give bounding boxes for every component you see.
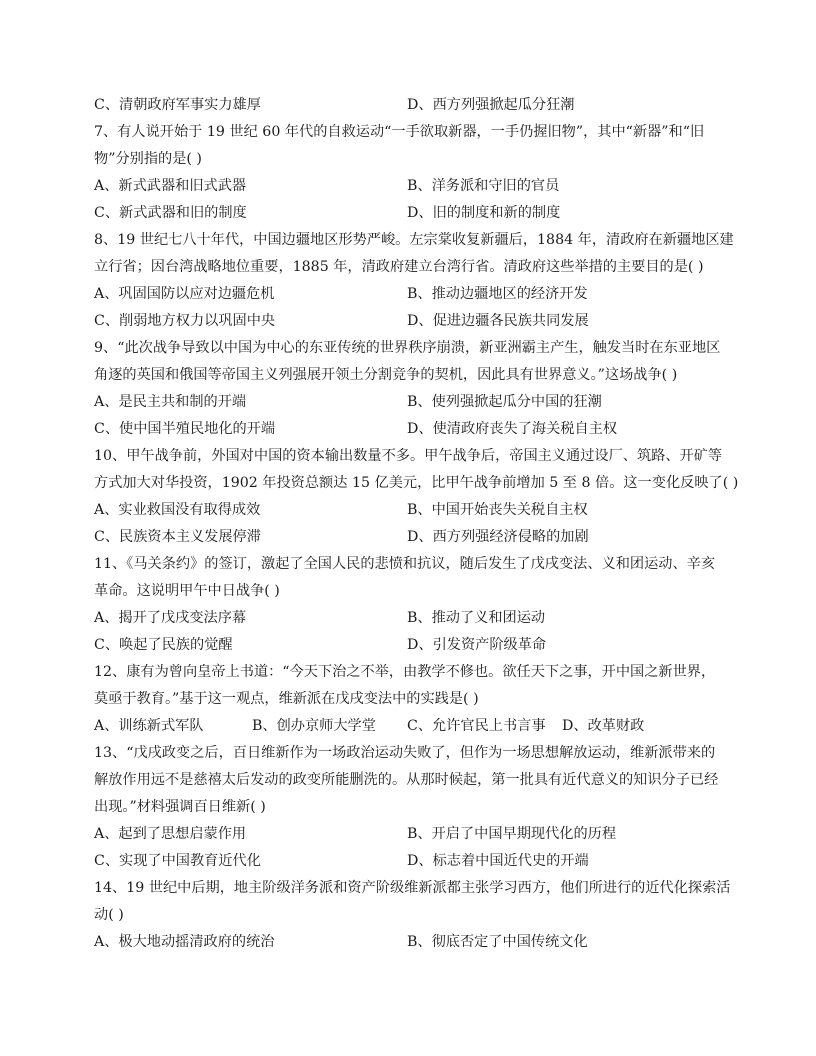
q11-stem-line-1: 11、《马关条约》的签订，激起了全国人民的悲愤和抗议，随后发生了戊戌变法、义和团运动、辛亥 [94,556,716,572]
q12-option-a[interactable]: A、训练新式军队 [94,718,204,734]
q14-options-ab [94,929,722,956]
q7-option-b[interactable]: B、洋务派和守旧的官员 [407,178,560,194]
q9-option-a[interactable]: A、是民主共和制的开端 [94,394,247,410]
q13-stem-line-1: 13、“戊戌政变之后，百日维新作为一场政治运动失败了，但作为一场思想解放运动，维新派带来的 [94,745,716,761]
q9-stem-line-2: 角逐的英国和俄国等帝国主义列强展开领土分割竞争的契机，因此具有世界意义。”这场战争( ) [94,367,678,383]
q12-stem-line-2: 莫亟于教育。”基于这一观点，维新派在戊戌变法中的实践是( ) [94,691,479,707]
q11-option-d[interactable]: D、引发资产阶级革命 [407,637,547,653]
q7-option-d[interactable]: D、旧的制度和新的制度 [407,205,561,221]
q12-option-d[interactable]: D、改革财政 [562,718,645,734]
q10-option-c[interactable]: C、民族资本主义发展停滞 [94,529,261,545]
q12-options [94,713,722,740]
q8-option-c[interactable]: C、削弱地方权力以巩固中央 [94,313,276,329]
q10-option-b[interactable]: B、中国开始丧失关税自主权 [407,502,588,518]
q14-option-a[interactable]: A、极大地动摇清政府的统治 [94,934,275,950]
q13-option-d[interactable]: D、标志着中国近代史的开端 [407,853,589,869]
q8-option-a[interactable]: A、巩固国防以应对边疆危机 [94,286,275,302]
q12-option-b[interactable]: B、创办京师大学堂 [252,718,376,734]
q8-options-ab [94,281,722,308]
q13-stem-line-3: 出现。”材料强调百日维新( ) [94,799,266,815]
q10-options-ab [94,497,722,524]
q11-option-b[interactable]: B、推动了义和团运动 [407,610,546,626]
q13-option-a[interactable]: A、起到了思想启蒙作用 [94,826,247,842]
q13-stem-line-2: 解放作用远不是慈禧太后发动的政变所能删洗的。从那时候起，第一批具有近代意义的知识分子已经 [94,772,719,788]
q10-stem-line-2: 方式加大对华投资，1902 年投资总额达 15 亿美元，比甲午战争前增加 5 至 8 倍。这一变化反映了( ) [94,475,739,491]
q10-options-cd [94,524,722,551]
q10-option-a[interactable]: A、实业救国没有取得成效 [94,502,261,518]
q14-stem-line-1: 14、19 世纪中后期，地主阶级洋务派和资产阶级维新派都主张学习西方，他们所进行的近代化探索活 [94,880,731,896]
q9-options-ab [94,389,722,416]
q9-option-b[interactable]: B、使列强掀起瓜分中国的狂潮 [407,394,602,410]
q9-options-cd [94,416,722,443]
q13-option-b[interactable]: B、开启了中国早期现代化的历程 [407,826,617,842]
q6-option-d[interactable]: D、西方列强掀起瓜分狂潮 [407,97,575,113]
q10-stem-line-1: 10、甲午战争前，外国对中国的资本输出数量不多。甲午战争后，帝国主义通过设厂、筑路、开矿等 [94,448,723,464]
q10-option-d[interactable]: D、西方列强经济侵略的加剧 [407,529,589,545]
q12-stem-line-1: 12、康有为曾向皇帝上书道：“今天下治之不举，由教学不修也。欲任天下之事，开中国之新世界， [94,664,716,680]
q9-option-d[interactable]: D、使清政府丧失了海关税自主权 [407,421,618,437]
q9-option-c[interactable]: C、使中国半殖民地化的开端 [94,421,276,437]
q6-option-c[interactable]: C、清朝政府军事实力雄厚 [94,97,261,113]
q8-stem-line-2: 立行省；因台湾战略地位重要，1885 年，清政府建立台湾行省。清政府这些举措的主要目的是( ) [94,259,704,275]
q14-stem-line-2: 动( ) [94,907,124,923]
q12-option-c[interactable]: C、允许官民上书言事 [407,718,546,734]
q7-stem-line-1: 7、有人说开始于 19 世纪 60 年代的自救运动“一手欲取新器，一手仍握旧物”，其中“新器”和“旧 [94,124,705,140]
q7-stem-line-2: 物”分别指的是( ) [94,151,202,167]
q7-option-c[interactable]: C、新式武器和旧的制度 [94,205,247,221]
q8-option-d[interactable]: D、促进边疆各民族共同发展 [407,313,589,329]
q7-option-a[interactable]: A、新式武器和旧式武器 [94,178,247,194]
q7-options-ab [94,173,722,200]
q11-options-ab [94,605,722,632]
q11-stem-line-2: 革命。这说明甲午中日战争( ) [94,583,280,599]
q13-option-c[interactable]: C、实现了中国教育近代化 [94,853,261,869]
q9-stem-line-1: 9、“此次战争导致以中国为中心的东亚传统的世界秩序崩溃，新亚洲霸主产生，触发当时在东亚地区 [94,340,721,356]
q11-option-a[interactable]: A、揭开了戊戌变法序幕 [94,610,247,626]
question-list [94,92,739,956]
q7-options-cd [94,200,722,227]
q8-stem-line-1: 8、19 世纪七八十年代，中国边疆地区形势严峻。左宗棠收复新疆后，1884 年，清政府在新疆地区建 [94,232,734,248]
q11-option-c[interactable]: C、唤起了民族的觉醒 [94,637,233,653]
q8-option-b[interactable]: B、推动边疆地区的经济开发 [407,286,588,302]
q14-option-b[interactable]: B、彻底否定了中国传统文化 [407,934,588,950]
q8-options-cd [94,308,722,335]
q6-options-cd [94,92,722,119]
q13-options-ab [94,821,722,848]
q11-options-cd [94,632,722,659]
q13-options-cd [94,848,722,875]
